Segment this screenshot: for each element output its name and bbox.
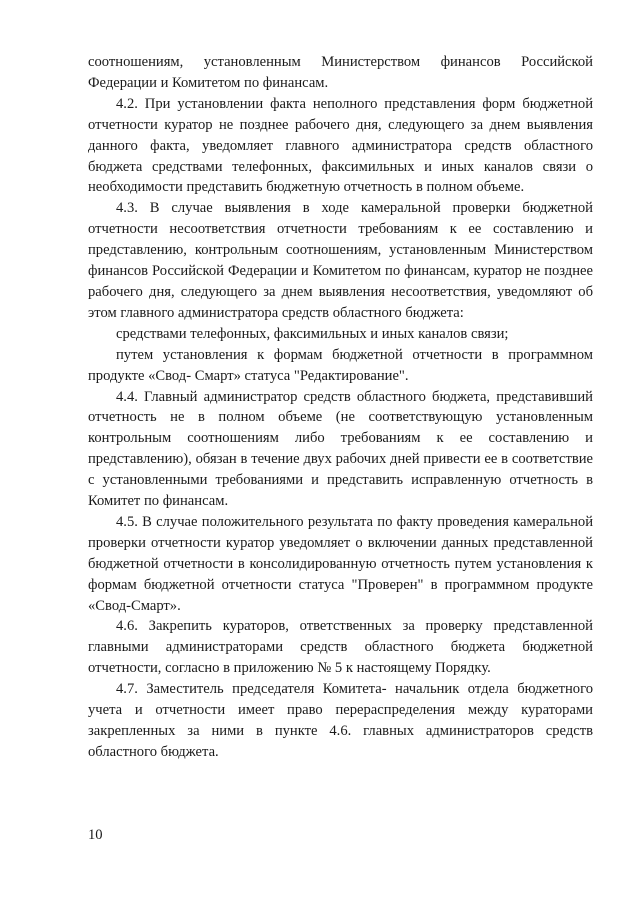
paragraph-4-3: 4.3. В случае выявления в ходе камеральной проверки бюджетной отчетности несоответствия отчетности требованиям к ее составлению и представлению, контрольным соотношениям, установленным Министерством финансов Российской Федерации и Комитетом по финансам, куратор не позднее рабочего дня, следующего за днем выявления несоответствия, уведомляют об этом главного администратора средств областного бюджета:	[88, 200, 593, 321]
paragraph-4-6: 4.6. Закрепить кураторов, ответственных за проверку представленной главными администраторами средств областного бюджета бюджетной отчетности, согласно в приложению № 5 к настоящему Порядку.	[88, 618, 593, 677]
paragraph-4-5: 4.5. В случае положительного результата по факту проведения камеральной проверки отчетности куратор уведомляет о включении данных представленной бюджетной отчетности в консолидированную отчетность путем установления к формам бюджетной отчетности статуса "Проверен" в программном продукте «Свод-Смарт».	[88, 513, 593, 614]
paragraph-continuation: соотношениям, установленным Министерством финансов Российской Федерации и Комитетом по финансам.	[88, 54, 593, 91]
paragraph-4-3-item-2: путем установления к формам бюджетной отчетности в программном продукте «Свод- Смарт» статуса "Редактирование".	[88, 346, 593, 384]
paragraph-4-7: 4.7. Заместитель председателя Комитета- начальник отдела бюджетного учета и отчетности имеет право перераспределения между кураторами закрепленных за ними в пункте 4.6. главных администраторов средств областного бюджета.	[88, 681, 593, 760]
paragraph-4-2: 4.2. При установлении факта неполного представления форм бюджетной отчетности куратор не позднее рабочего дня, следующего за днем выявления данного факта, уведомляет главного администратора средств областного бюджета средствами телефонных, факсимильных и иных каналов связи о необходимости представить бюджетную отчетность в полном объеме.	[88, 95, 593, 196]
paragraph-4-3-item-1: средствами телефонных, факсимильных и иных каналов связи;	[116, 325, 509, 342]
paragraph-4-4: 4.4. Главный администратор средств областного бюджета, представивший отчетность не в полном объеме (не соответствующую установленным контрольным соотношениям либо требованиям к ее составлению и представлению), обязан в течение двух рабочих дней привести ее в соответствие с установленными требованиями и представить исправленную отчетность в Комитет по финансам.	[88, 388, 593, 510]
document-body	[88, 52, 593, 763]
page-number: 10	[88, 827, 103, 843]
